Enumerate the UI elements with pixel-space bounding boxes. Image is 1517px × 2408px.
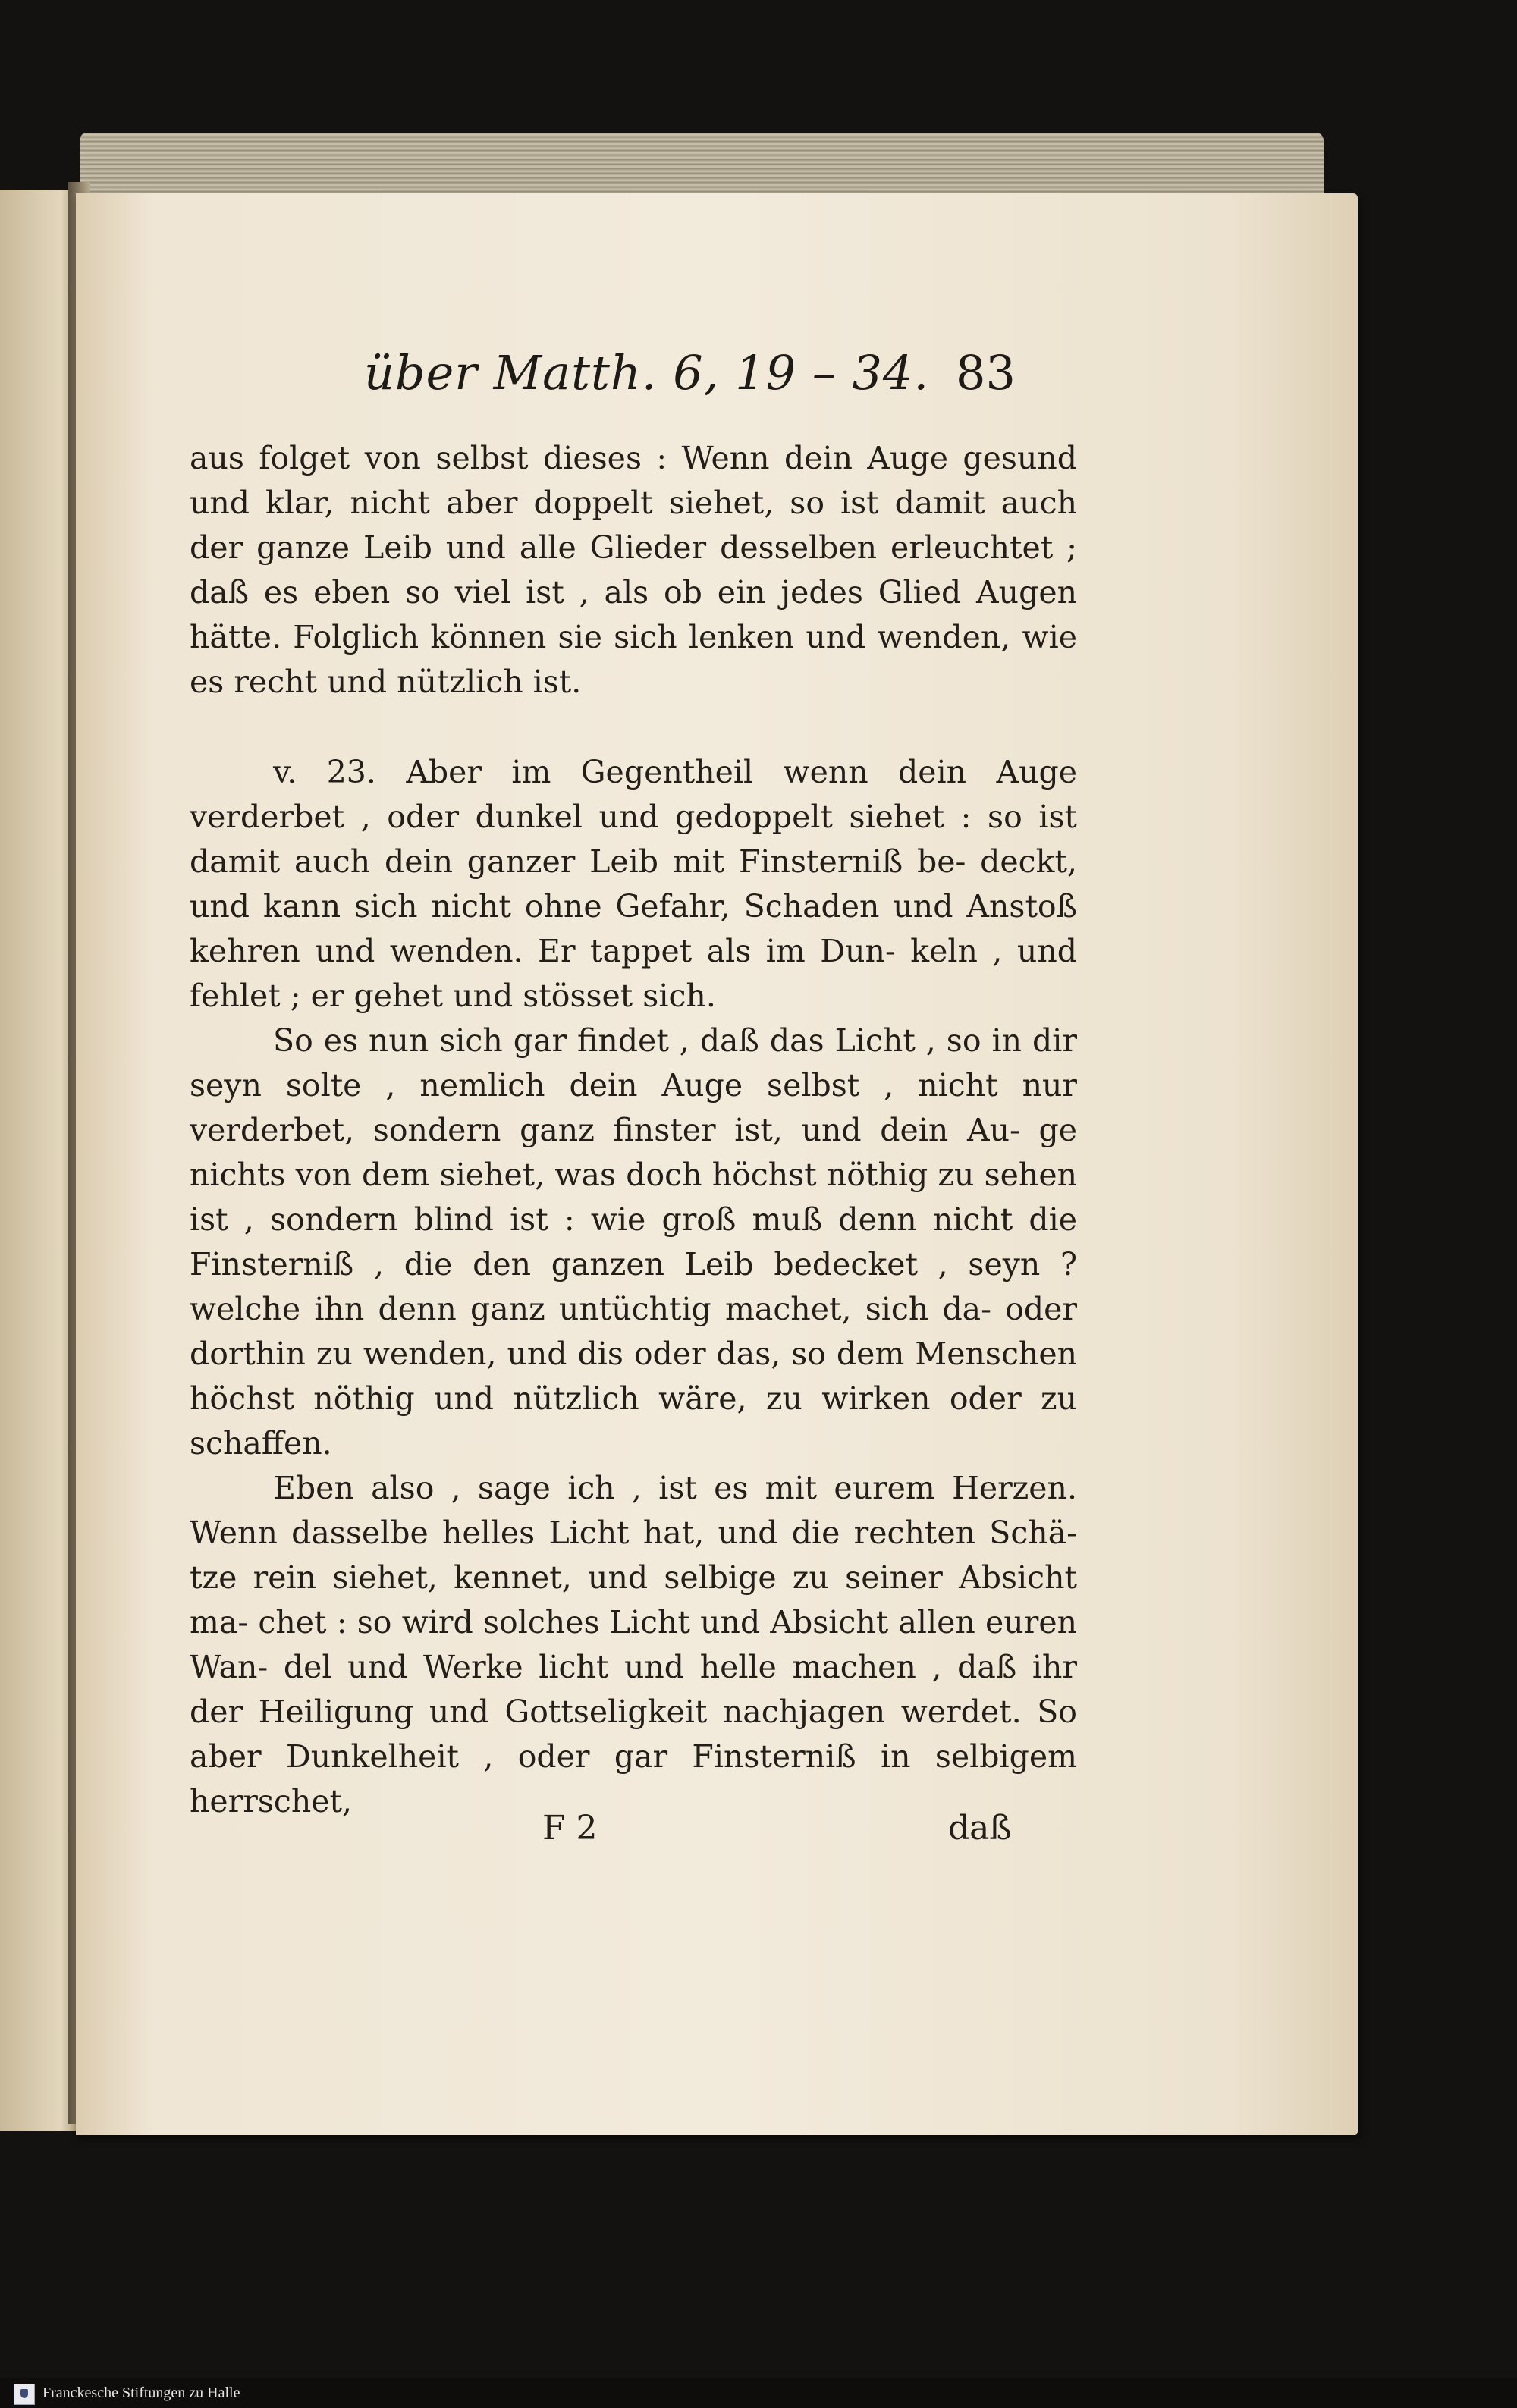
page-block-edge bbox=[80, 133, 1324, 201]
catchword: daß bbox=[948, 1809, 1012, 1848]
paragraph-verse-23: v. 23. Aber im Gegentheil wenn dein Auge verderbet , oder dunkel und gedoppelt siehet : so ist damit auch dein ganzer Leib mit Finsterniß be- deckt, und kann sich nicht ohne Gefahr, Schaden und Anstoß kehren und wenden. Er tappet als im Dun- keln , und fehlet ; er gehet und stösset sich. bbox=[190, 754, 1077, 1014]
page-header bbox=[76, 337, 1358, 413]
running-head: über Matth. 6, 19 – 34. bbox=[364, 345, 930, 400]
credit-bar bbox=[0, 2378, 1517, 2408]
facing-page-edge bbox=[0, 190, 76, 2131]
paragraph-light-darkness: So es nun sich gar findet , daß das Licht , so in dir seyn solte , nemlich dein Auge selbst , nicht nur verderbet, sondern ganz finster ist, und dein Au- ge nichts von dem siehet, was doch höchst nöthig zu sehen ist , sondern blind ist : wie groß muß denn nicht die Finsterniß , die den ganzen Leib bedecket , seyn ? welche ihn denn ganz untüchtig machet, sich da- oder dorthin zu wenden, und dis oder das, so dem Menschen höchst nöthig und nützlich wäre, zu wirken oder zu schaffen. bbox=[190, 1022, 1077, 1461]
page-number: 83 bbox=[956, 345, 1016, 400]
franckesche-stiftungen-logo-icon bbox=[14, 2384, 35, 2405]
body-text bbox=[190, 436, 1077, 1824]
book-page bbox=[76, 193, 1358, 2135]
signature-mark: F 2 bbox=[542, 1809, 598, 1848]
page-footer bbox=[76, 1809, 1358, 1870]
credit-text: Franckesche Stiftungen zu Halle bbox=[42, 2384, 240, 2401]
paragraph-continuation: aus folget von selbst dieses : Wenn dein Auge gesund und klar, nicht aber doppelt siehet, so ist damit auch der ganze Leib und alle Glieder desselben erleuchtet ; daß es eben so viel ist , als ob ein jedes Glied Augen hätte. Folglich können sie sich lenken und wenden, wie es recht und nützlich ist. bbox=[190, 440, 1077, 700]
paragraph-heart: Eben also , sage ich , ist es mit eurem Herzen. Wenn dasselbe helles Licht hat, und die rechten Schä- tze rein siehet, kennet, und selbige zu seiner Absicht ma- chet : so wird solches Licht und Absicht allen euren Wan- del und Werke licht und helle machen , daß ihr der Heiligung und Gottseligkeit nachjagen werdet. So aber Dunkelheit , oder gar Finsterniß in selbigem herrschet, bbox=[190, 1470, 1077, 1819]
